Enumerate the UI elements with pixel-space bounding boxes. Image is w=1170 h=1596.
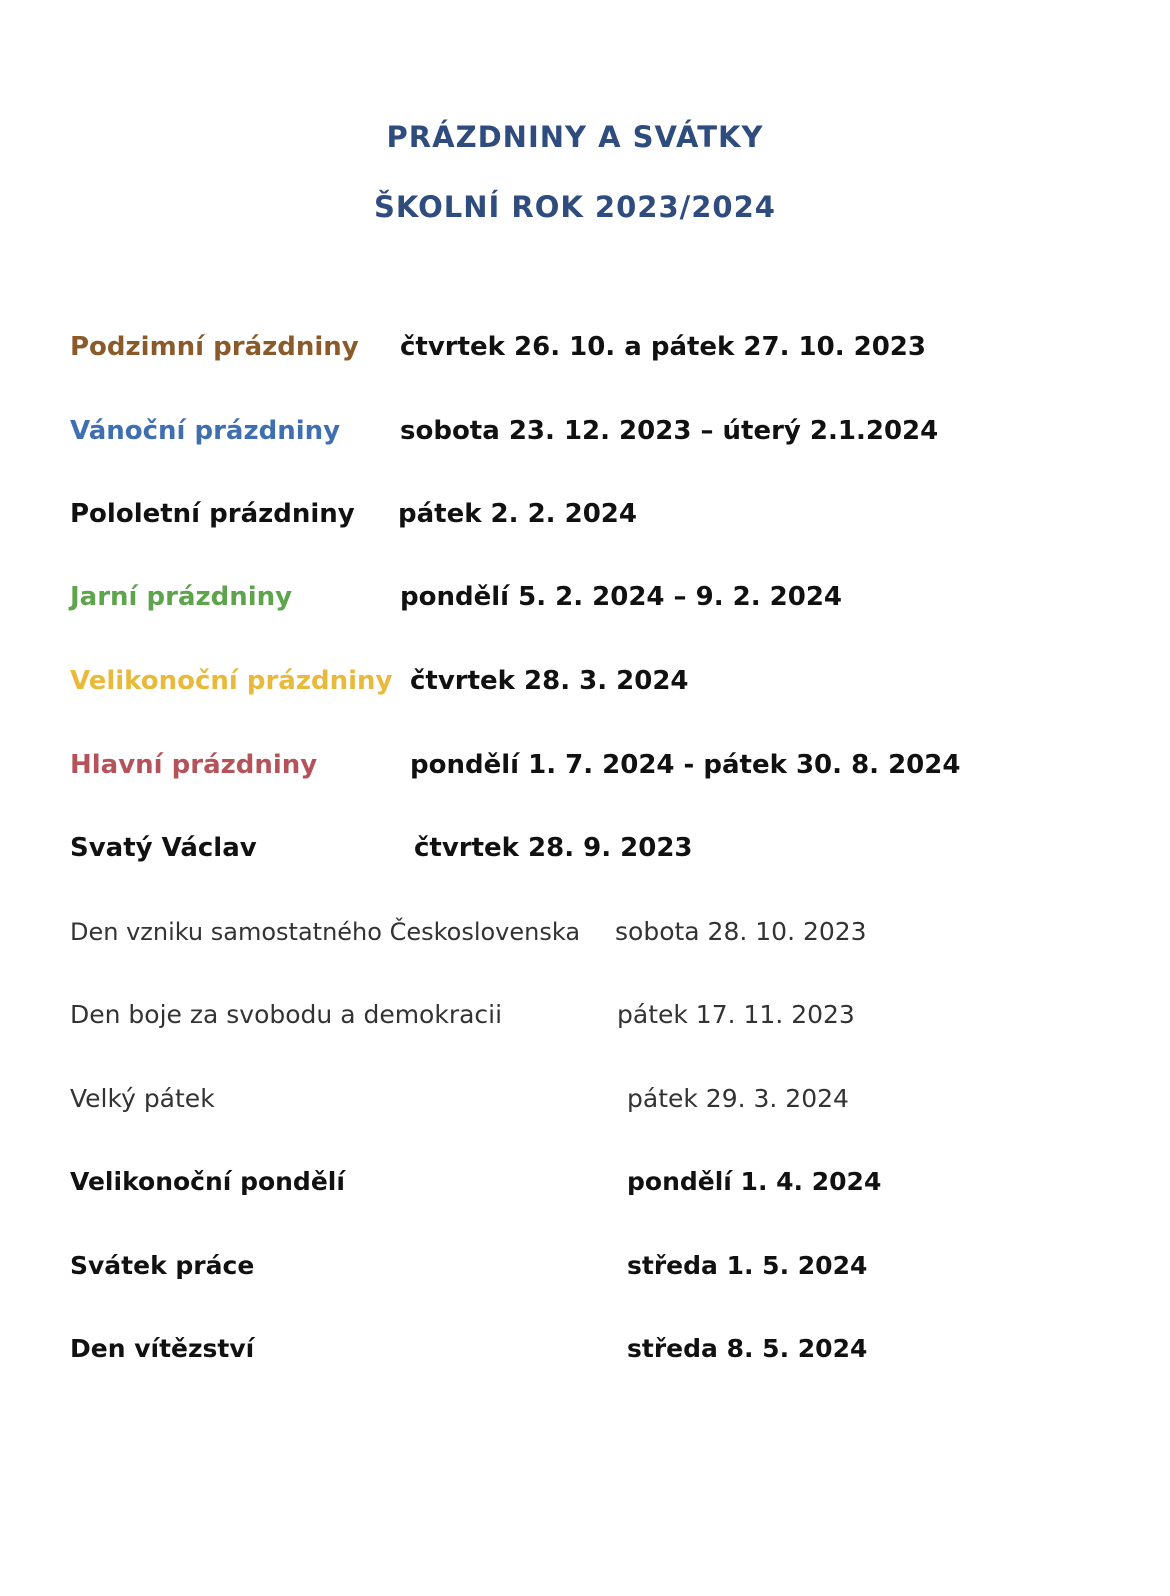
row-date: středa 1. 5. 2024 [627, 1251, 868, 1280]
list-item [0, 664, 1170, 704]
row-date: středa 8. 5. 2024 [627, 1334, 868, 1363]
row-label: Vánoční prázdniny [70, 416, 341, 446]
list-item [0, 497, 1170, 537]
row-date: čtvrtek 28. 9. 2023 [414, 833, 693, 863]
page-subtitle: ŠKOLNÍ ROK 2023/2024 [374, 190, 776, 224]
row-label: Svatý Václav [70, 833, 257, 863]
row-label: Den boje za svobodu a demokracii [70, 1000, 503, 1029]
row-label: Podzimní prázdniny [70, 332, 359, 362]
row-label: Den vítězství [70, 1334, 255, 1363]
row-label: Jarní prázdniny [70, 582, 293, 612]
row-label: Den vzniku samostatného Československa [70, 918, 581, 946]
row-label: Hlavní prázdniny [70, 750, 318, 780]
list-item [0, 1332, 1170, 1372]
row-date: pátek 2. 2. 2024 [398, 499, 637, 529]
list-item [0, 1082, 1170, 1122]
list-item [0, 580, 1170, 620]
row-label: Velikonoční prázdniny [70, 666, 393, 696]
row-date: sobota 28. 10. 2023 [615, 917, 867, 946]
list-item [0, 1165, 1170, 1205]
row-date: pátek 17. 11. 2023 [617, 1000, 855, 1029]
list-item [0, 915, 1170, 955]
list-item [0, 831, 1170, 871]
page-title: PRÁZDNINY A SVÁTKY [386, 120, 764, 154]
row-date: čtvrtek 28. 3. 2024 [410, 666, 689, 696]
list-item [0, 748, 1170, 788]
list-item [0, 1249, 1170, 1289]
list-item [0, 998, 1170, 1038]
row-label: Pololetní prázdniny [70, 499, 355, 529]
list-item [0, 414, 1170, 454]
row-label: Svátek práce [70, 1251, 255, 1280]
row-date: pondělí 5. 2. 2024 – 9. 2. 2024 [400, 582, 843, 612]
row-date: čtvrtek 26. 10. a pátek 27. 10. 2023 [400, 332, 926, 362]
row-date: pondělí 1. 7. 2024 - pátek 30. 8. 2024 [410, 750, 961, 780]
row-label: Velikonoční pondělí [70, 1167, 345, 1196]
list-item [0, 330, 1170, 370]
row-date: pondělí 1. 4. 2024 [627, 1167, 882, 1196]
row-label: Velký pátek [70, 1084, 215, 1113]
row-date: sobota 23. 12. 2023 – úterý 2.1.2024 [400, 416, 939, 446]
row-date: pátek 29. 3. 2024 [627, 1084, 849, 1113]
